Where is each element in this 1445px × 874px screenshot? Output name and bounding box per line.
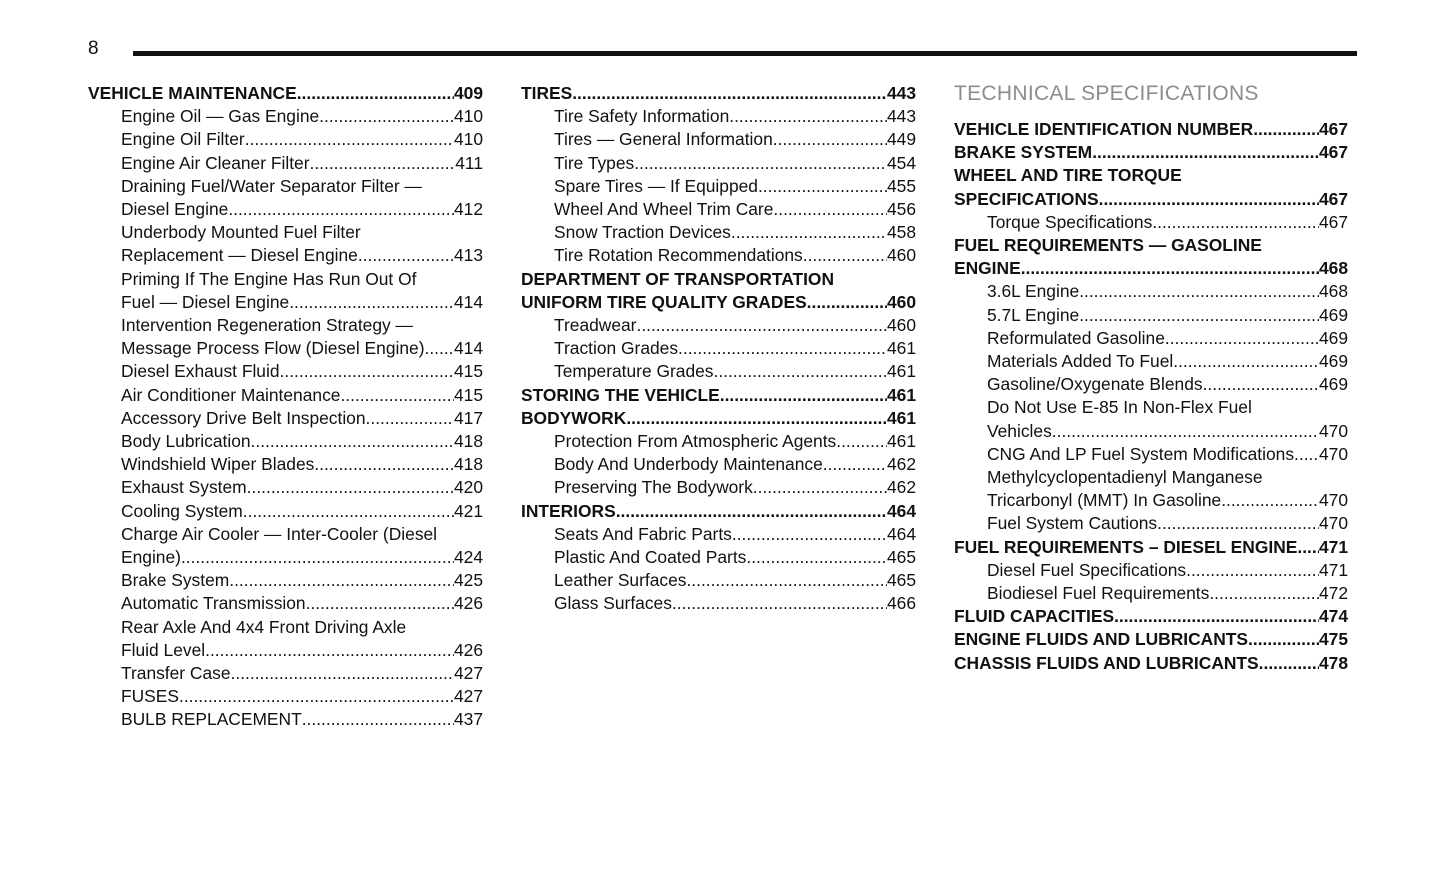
page-ref: 460 [886, 245, 916, 266]
toc-entry-title: Glass Surfaces [554, 593, 672, 614]
page-ref: 474 [1318, 606, 1348, 627]
toc-entry-title: Diesel Fuel Specifications [987, 559, 1187, 580]
section-heading: TECHNICAL SPECIFICATIONS [954, 82, 1259, 105]
page-ref: 437 [453, 709, 483, 730]
dot-leader [773, 128, 887, 151]
toc-entry-title: CHASSIS FLUIDS AND LUBRICANTS [954, 652, 1259, 673]
toc-entry-protection-from-atmospheric-agents[interactable] [521, 430, 916, 453]
page-ref: 458 [886, 222, 916, 243]
toc-entry-title: Preserving The Bodywork [554, 477, 753, 498]
dot-leader [773, 198, 887, 221]
toc-entry-engine-air-cleaner-filter[interactable] [88, 152, 483, 175]
dot-leader [289, 291, 454, 314]
page-ref: 468 [1318, 281, 1348, 302]
page-ref: 415 [453, 361, 483, 382]
toc-entry-brake-system[interactable] [954, 141, 1348, 164]
toc-entry-diesel-exhaust-fluid[interactable] [88, 360, 483, 383]
toc-entry-title: Draining Fuel/Water Separator Filter — [121, 175, 422, 196]
toc-entry-title: Brake System [121, 570, 230, 591]
page-ref: 427 [453, 663, 483, 684]
dot-leader [753, 476, 887, 499]
toc-entry-title: Traction Grades [554, 338, 679, 359]
toc-entry-tires-general-information[interactable] [521, 128, 916, 151]
toc-entry-preserving-the-bodywork[interactable] [521, 476, 916, 499]
page-ref: 461 [886, 361, 916, 382]
dot-leader [229, 569, 454, 592]
dot-leader [1079, 280, 1319, 303]
toc-entry-interiors[interactable] [521, 500, 916, 523]
page-ref: 472 [1318, 583, 1348, 604]
toc-entry-title: Underbody Mounted Fuel Filter [121, 222, 361, 243]
toc-entry-title: Intervention Regeneration Strategy — [121, 315, 413, 336]
page-ref: 462 [886, 477, 916, 498]
page-ref: 418 [453, 431, 483, 452]
page-ref: 455 [886, 175, 916, 196]
toc-entry-automatic-transmission[interactable] [88, 592, 483, 615]
header-rule [133, 51, 1357, 56]
page-ref: 417 [453, 407, 483, 428]
page-ref: 427 [453, 686, 483, 707]
toc-entry-brake-system[interactable] [88, 569, 483, 592]
toc-entry-title: BODYWORK [521, 407, 627, 428]
toc-entry-title: UNIFORM TIRE QUALITY GRADES [521, 291, 807, 312]
toc-entry-title: Plastic And Coated Parts [554, 547, 747, 568]
dot-leader [181, 546, 454, 569]
toc-entry-torque-specifications[interactable] [954, 211, 1348, 234]
toc-entry-exhaust-system[interactable] [88, 476, 483, 499]
page-ref: 467 [1318, 211, 1348, 232]
dot-leader [1152, 211, 1319, 234]
dot-leader [803, 244, 887, 267]
toc-entry-title: Torque Specifications [987, 211, 1153, 232]
dot-leader [720, 384, 887, 407]
dot-leader [758, 175, 887, 198]
toc-entry-title: Engine Oil Filter [121, 129, 245, 150]
page-ref: 478 [1318, 652, 1348, 673]
page-ref: 461 [886, 431, 916, 452]
toc-entry-title: Cooling System [121, 500, 243, 521]
toc-entry-title: Gasoline/Oxygenate Blends [987, 374, 1203, 395]
toc-entry-title: Tire Types [554, 152, 635, 173]
toc-entry-do-not-use-e-85-in-non-flex-fuel-vehicle[interactable] [954, 396, 1348, 442]
toc-entry-title: VEHICLE IDENTIFICATION NUMBER [954, 119, 1254, 139]
page-ref: 470 [1318, 443, 1348, 464]
page-ref: 464 [886, 523, 916, 544]
toc-entry-title: CNG And LP Fuel System Modifications [987, 443, 1295, 464]
toc-entry-title: DEPARTMENT OF TRANSPORTATION [521, 268, 835, 289]
toc-entry-title: Diesel Exhaust Fluid [121, 361, 280, 382]
page-ref: 464 [886, 500, 916, 521]
dot-leader [686, 569, 887, 592]
toc-entry-reformulated-gasoline[interactable] [954, 327, 1348, 350]
dot-leader [245, 128, 454, 151]
page-ref: 424 [453, 547, 483, 568]
toc-entry-title: Spare Tires — If Equipped [554, 175, 758, 196]
dot-leader [358, 244, 454, 267]
page-ref: 467 [1318, 188, 1348, 209]
page-ref: 465 [886, 547, 916, 568]
toc-column-3 [954, 82, 1348, 675]
toc-entry-leather-surfaces[interactable] [521, 569, 916, 592]
toc-entry-fuel-requirements-diesel-engine[interactable] [954, 536, 1348, 559]
page-ref: 410 [453, 129, 483, 150]
page-ref: 418 [453, 454, 483, 475]
toc-entry-title: Windshield Wiper Blades [121, 454, 315, 475]
page-ref: 415 [453, 384, 483, 405]
page-ref: 426 [453, 593, 483, 614]
toc-entry-title: Priming If The Engine Has Run Out Of [121, 268, 417, 289]
dot-leader [729, 105, 887, 128]
toc-entry-title: Tire Safety Information [554, 106, 730, 127]
dot-leader [231, 662, 454, 685]
toc-entry-title: TIRES [521, 83, 573, 103]
dot-leader [179, 685, 454, 708]
page-ref: 461 [886, 384, 916, 405]
dot-leader [1203, 373, 1319, 396]
page-ref: 460 [886, 315, 916, 336]
page-ref: 460 [886, 291, 916, 312]
toc-entry-title: FUSES [121, 686, 179, 707]
toc-entry-fuel-system-cautions[interactable] [954, 512, 1348, 535]
toc-entry-title: Fuel System Cautions [987, 513, 1158, 534]
dot-leader [1209, 582, 1319, 605]
toc-entry-title: Tires — General Information [554, 129, 773, 150]
dot-leader [243, 500, 454, 523]
page-ref: 456 [886, 199, 916, 220]
dot-leader [1221, 489, 1319, 512]
page-ref: 468 [1318, 258, 1348, 279]
toc-entry-windshield-wiper-blades[interactable] [88, 453, 483, 476]
toc-entry-title: 3.6L Engine [987, 281, 1080, 302]
page-ref: 467 [1318, 119, 1348, 139]
dot-leader [251, 430, 454, 453]
toc-entry-title: Accessory Drive Belt Inspection [121, 407, 366, 428]
dot-leader [1099, 188, 1319, 211]
dot-leader [1092, 141, 1319, 164]
dot-leader [1186, 559, 1319, 582]
page-ref: 411 [455, 152, 483, 173]
toc-entry-body-and-underbody-maintenance[interactable] [521, 453, 916, 476]
toc-entry-cooling-system[interactable] [88, 500, 483, 523]
toc-entry-title: Diesel Engine [121, 199, 229, 220]
page-ref: 421 [453, 500, 483, 521]
toc-entry-rear-axle-and-4x4-front-driving-axle-flu[interactable] [88, 616, 483, 662]
dot-leader [572, 82, 887, 105]
toc-entry-air-conditioner-maintenance[interactable] [88, 384, 483, 407]
toc-entry-title: Exhaust System [121, 477, 247, 498]
page-ref: 426 [453, 639, 483, 660]
toc-entry-charge-air-cooler-inter-cooler-diesel-en[interactable] [88, 523, 483, 569]
dot-leader [280, 360, 454, 383]
toc-entry-title: Biodiesel Fuel Requirements [987, 583, 1210, 604]
page-ref: 454 [886, 152, 916, 173]
toc-entry-engine-oil-gas-engine[interactable] [88, 105, 483, 128]
dot-leader [1173, 350, 1319, 373]
toc-entry-title: Engine Oil — Gas Engine [121, 106, 320, 127]
toc-entry-title: Reformulated Gasoline [987, 327, 1165, 348]
toc-column-1 [88, 82, 483, 732]
dot-leader [634, 152, 887, 175]
page-ref: 471 [1318, 536, 1348, 557]
toc-entry-biodiesel-fuel-requirements[interactable] [954, 582, 1348, 605]
dot-leader [732, 523, 887, 546]
toc-entry-title: STORING THE VEHICLE [521, 384, 720, 405]
page-ref: 469 [1318, 304, 1348, 325]
toc-entry-draining-fuel-water-separator-filter-die[interactable] [88, 175, 483, 221]
toc-entry-wheel-and-wheel-trim-care[interactable] [521, 198, 916, 221]
page-ref: 449 [886, 129, 916, 150]
toc-entry-plastic-and-coated-parts[interactable] [521, 546, 916, 569]
toc-entry-temperature-grades[interactable] [521, 360, 916, 383]
page-ref: 425 [453, 570, 483, 591]
toc-entry-intervention-regeneration-strategy-messa[interactable] [88, 314, 483, 360]
page-ref: 414 [453, 291, 483, 312]
toc-entry-department-of-transportation-uniform-tir[interactable] [521, 268, 916, 314]
dot-leader [1079, 304, 1319, 327]
toc-entry-fluid-capacities[interactable] [954, 605, 1348, 628]
dot-leader [247, 476, 454, 499]
dot-leader [297, 82, 454, 105]
toc-entry-title: FUEL REQUIREMENTS — GASOLINE [954, 235, 1262, 256]
dot-leader [306, 592, 454, 615]
page-ref: 466 [886, 593, 916, 614]
page-ref: 470 [1318, 513, 1348, 534]
toc-entry-title: VEHICLE MAINTENANCE [88, 83, 297, 103]
toc-entry-vehicle-maintenance[interactable] [88, 82, 483, 105]
dot-leader [1165, 327, 1319, 350]
toc-entry-title: Snow Traction Devices [554, 222, 731, 243]
dot-leader [1114, 605, 1319, 628]
dot-leader [319, 105, 454, 128]
toc-entry-title: Engine Air Cleaner Filter [121, 152, 310, 173]
toc-entry-traction-grades[interactable] [521, 337, 916, 360]
toc-entry-underbody-mounted-fuel-filter-replacemen[interactable] [88, 221, 483, 267]
dot-leader [1157, 512, 1319, 535]
dot-leader [314, 453, 454, 476]
toc-entry-title: Leather Surfaces [554, 570, 687, 591]
toc-entry-title: Charge Air Cooler — Inter-Cooler (Diesel [121, 523, 438, 544]
toc-entry-gasoline-oxygenate-blends[interactable] [954, 373, 1348, 396]
toc-entry-bodywork[interactable] [521, 407, 916, 430]
toc-entry-title: Materials Added To Fuel [987, 351, 1174, 372]
toc-entry-title: Protection From Atmospheric Agents [554, 431, 837, 452]
dot-leader [425, 337, 454, 360]
dot-leader [672, 592, 887, 615]
toc-entry-title: Do Not Use E-85 In Non-Flex Fuel [987, 397, 1252, 418]
dot-leader [626, 407, 887, 430]
toc-entry-wheel-and-tire-torque-specifications[interactable] [954, 164, 1348, 210]
page-ref: 413 [453, 245, 483, 266]
toc-entry-title: Message Process Flow (Diesel Engine) [121, 338, 425, 359]
dot-leader [746, 546, 887, 569]
page-ref: 469 [1318, 327, 1348, 348]
page-ref: 414 [453, 338, 483, 359]
page-ref: 465 [886, 570, 916, 591]
toc-entry-storing-the-vehicle[interactable] [521, 384, 916, 407]
toc-entry-title: FLUID CAPACITIES [954, 606, 1115, 627]
toc-entry-title: Replacement — Diesel Engine [121, 245, 358, 266]
toc-entry-body-lubrication[interactable] [88, 430, 483, 453]
toc-entry-title: Automatic Transmission [121, 593, 306, 614]
dot-leader [1294, 443, 1319, 466]
toc-entry-tire-types[interactable] [521, 152, 916, 175]
page-ref: 443 [886, 106, 916, 127]
toc-entry-tire-rotation-recommendations[interactable] [521, 244, 916, 267]
toc-entry-diesel-fuel-specifications[interactable] [954, 559, 1348, 582]
toc-entry-title: Tricarbonyl (MMT) In Gasoline [987, 490, 1222, 511]
toc-entry-title: FUEL REQUIREMENTS – DIESEL ENGINE [954, 536, 1298, 557]
toc-entry-vehicle-identification-number[interactable] [954, 118, 1348, 141]
toc-entry-spare-tires-if-equipped[interactable] [521, 175, 916, 198]
toc-entry-engine-oil-filter[interactable] [88, 128, 483, 151]
toc-entry-priming-if-the-engine-has-run-out-of-fue[interactable] [88, 268, 483, 314]
toc-entry-tire-safety-information[interactable] [521, 105, 916, 128]
toc-entry-fuel-requirements-gasoline-engine[interactable] [954, 234, 1348, 280]
toc-entry-title: Transfer Case [121, 663, 231, 684]
page-ref: 410 [453, 106, 483, 127]
dot-leader [823, 453, 887, 476]
toc-entry-chassis-fluids-and-lubricants[interactable] [954, 652, 1348, 675]
dot-leader [228, 198, 454, 221]
toc-entry-title: Rear Axle And 4x4 Front Driving Axle [121, 616, 407, 637]
page-number: 8 [88, 38, 99, 59]
page-ref: 461 [886, 407, 916, 428]
toc-entry-5-7l-engine[interactable] [954, 304, 1348, 327]
dot-leader [1021, 257, 1319, 280]
dot-leader [1297, 536, 1319, 559]
toc-entry-title: Methylcyclopentadienyl Manganese [987, 467, 1263, 488]
toc-entry-seats-and-fabric-parts[interactable] [521, 523, 916, 546]
page-ref: 470 [1318, 420, 1348, 441]
toc-entry-snow-traction-devices[interactable] [521, 221, 916, 244]
toc-entry-3-6l-engine[interactable] [954, 280, 1348, 303]
dot-leader [366, 407, 454, 430]
dot-leader [1253, 118, 1319, 141]
toc-entry-title: Treadwear [554, 315, 637, 336]
toc-entry-bulb-replacement[interactable] [88, 708, 483, 731]
toc-entry-title: SPECIFICATIONS [954, 188, 1099, 209]
toc-entry-title: Vehicles [987, 420, 1052, 441]
toc-entry-cng-and-lp-fuel-system-modifications[interactable] [954, 443, 1348, 466]
dot-leader [205, 639, 454, 662]
dot-leader [1052, 420, 1319, 443]
toc-entry-accessory-drive-belt-inspection[interactable] [88, 407, 483, 430]
page-ref: 471 [1318, 559, 1348, 580]
page-ref: 469 [1318, 351, 1348, 372]
page-ref: 462 [886, 454, 916, 475]
dot-leader [714, 360, 887, 383]
toc-entry-title: Temperature Grades [554, 361, 714, 382]
dot-leader [731, 221, 887, 244]
dot-leader [340, 384, 454, 407]
dot-leader [807, 291, 887, 314]
page-ref: 409 [453, 83, 483, 103]
page-ref: 461 [886, 338, 916, 359]
toc-entry-title: Body Lubrication [121, 431, 251, 452]
toc-entry-title: WHEEL AND TIRE TORQUE [954, 165, 1182, 186]
dot-leader [1248, 628, 1319, 651]
dot-leader [636, 314, 887, 337]
dot-leader [302, 708, 454, 731]
toc-entry-title: Engine) [121, 547, 181, 568]
toc-entry-transfer-case[interactable] [88, 662, 483, 685]
toc-entry-title: Air Conditioner Maintenance [121, 384, 341, 405]
toc-column-2 [521, 82, 916, 616]
dot-leader [1259, 652, 1319, 675]
toc-entry-title: ENGINE FLUIDS AND LUBRICANTS [954, 629, 1249, 650]
toc-entry-engine-fluids-and-lubricants[interactable] [954, 628, 1348, 651]
toc-entry-materials-added-to-fuel[interactable] [954, 350, 1348, 373]
dot-leader [678, 337, 887, 360]
page-ref: 469 [1318, 374, 1348, 395]
toc-entry-title: ENGINE [954, 258, 1021, 279]
toc-entry-title: INTERIORS [521, 500, 616, 521]
toc-entry-title: Tire Rotation Recommendations [554, 245, 803, 266]
page-ref: 475 [1318, 629, 1348, 650]
toc-entry-title: Fuel — Diesel Engine [121, 291, 290, 312]
toc-entry-title: Body And Underbody Maintenance [554, 454, 823, 475]
toc-entry-title: Fluid Level [121, 639, 206, 660]
toc-entry-title: Seats And Fabric Parts [554, 523, 732, 544]
toc-entry-glass-surfaces[interactable] [521, 592, 916, 615]
toc-entry-methylcyclopentadienyl-manganese-tricarb[interactable] [954, 466, 1348, 512]
toc-entry-title: BULB REPLACEMENT [121, 709, 302, 730]
page-ref: 443 [886, 83, 916, 103]
toc-entry-treadwear[interactable] [521, 314, 916, 337]
toc-entry-fuses[interactable] [88, 685, 483, 708]
dot-leader [616, 500, 887, 523]
page-ref: 467 [1318, 142, 1348, 163]
page-ref: 470 [1318, 490, 1348, 511]
toc-entry-title: Wheel And Wheel Trim Care [554, 199, 774, 220]
toc-entry-tires[interactable] [521, 82, 916, 105]
toc-entry-title: 5.7L Engine [987, 304, 1080, 325]
page-ref: 412 [453, 199, 483, 220]
dot-leader [836, 430, 887, 453]
page-ref: 420 [453, 477, 483, 498]
toc-entry-title: BRAKE SYSTEM [954, 142, 1093, 163]
dot-leader [310, 152, 456, 175]
